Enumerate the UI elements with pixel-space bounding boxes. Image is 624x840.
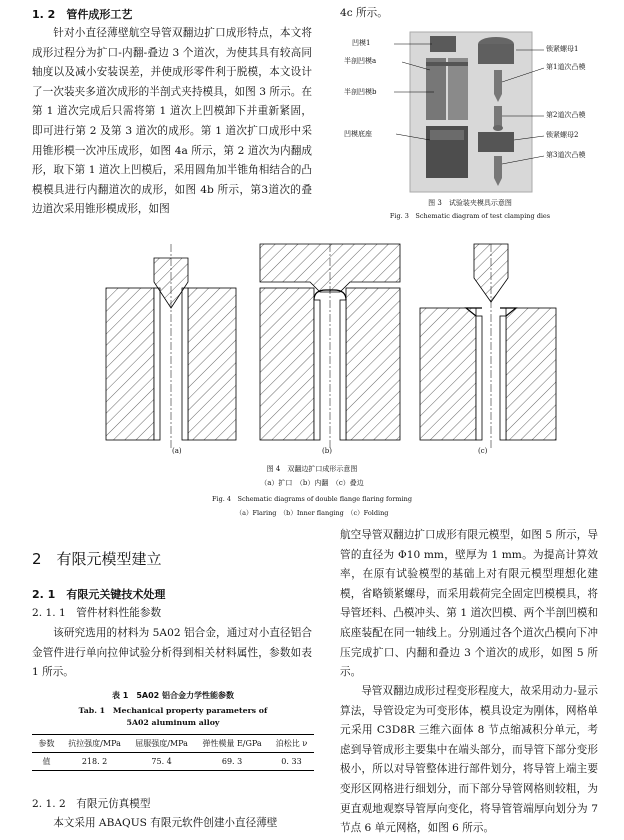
- section-heading-1-2: 1. 2 管件成形工艺: [32, 8, 133, 21]
- section-2-heading: 2 有限元模型建立: [32, 550, 162, 568]
- table-header-cell: 弹性模量 E/GPa: [202, 739, 262, 748]
- table-1-caption-cn: 表 1 5A02 铝合金力学性能参数: [111, 691, 235, 700]
- label-punch-3: 第3道次凸模: [546, 151, 586, 159]
- section-2-1-1-heading: 2. 1. 1 管件材料性能参数: [32, 607, 162, 619]
- figure-4: [100, 238, 560, 460]
- figure-4-caption-cn-sub: （a）扩口 （b）内翻 （c）叠边: [260, 479, 364, 487]
- section-2-1-heading: 2. 1 有限元关键技术处理: [32, 588, 166, 601]
- table-cell: 75. 4: [151, 757, 172, 766]
- subfigure-label-a: (a): [172, 447, 182, 455]
- subfigure-label-c: (c): [478, 447, 488, 455]
- table-cell: 218. 2: [81, 757, 108, 766]
- figure-4-caption-en-sub: （a）Flaring （b）Inner flanging （c）Folding: [235, 509, 389, 517]
- section-1-2-continuation: 4c 所示。: [340, 7, 388, 19]
- table-1-caption-en-line-2: 5A02 aluminum alloy: [126, 718, 220, 727]
- figure-4-caption-cn: 图 4 双翻边扩口成形示意图: [266, 465, 358, 473]
- table-header-cell: 泊松比 ν: [275, 739, 308, 748]
- table-header-row: [32, 735, 314, 753]
- section-2-1-2-paragraph: 本文采用 ABAQUS 有限元软件创建小直径薄壁: [53, 817, 278, 829]
- table-1-caption-en-line-1: Tab. 1 Mechanical property parameters of: [78, 706, 268, 715]
- section-2-1-1-paragraph: 该研究选用的材料为 5A02 铝合金，通过对小直径铝合金管件进行单向拉伸试验分析得到相关材料属性，参数如表 1 所示。: [32, 627, 312, 679]
- right-column-paragraph-2: 导管双翻边成形过程变形程度大，故采用动力-显示算法，导管设定为可变形体，模具设定为刚体，网格单元采用 C3D8R 三维六面体 8 节点缩减积分单元，考虑到导管成形主要集中在端头部分，而导管下部分变形极小，所以对导管整体进行部件划分，将导管上端主要变形区网格进行细划分，而下部分导管网格则较粗，为更直观地观察导管厚向变化，将导管管端厚向划分为 7 节点 6 单元网格，如图 6 所示。: [340, 685, 598, 835]
- right-column-paragraph-1: 航空导管双翻边扩口成形有限元模型，如图 5 所示，导管的直径为 Φ10 mm，壁厚为 1 mm。为提高计算效率，在原有试验模型的基础上对有限元模型理想化建模，省略锁紧螺母，而采用载荷完全固定凹模模具，将导管坯料、凸模冲头、第 1 道次凹模、两个半剖凹模和底座装配在同一轴线上。分别通过各个道次凸模向下冲压完成扩口、内翻和叠边 3 个道次的成形，如图 5 所示。: [340, 529, 598, 679]
- table-cell: 值: [42, 757, 51, 766]
- schematic-b-inner-flanging: [260, 244, 400, 448]
- section-1-2-paragraph: 针对小直径薄壁航空导管双翻边扩口成形特点，本文将成形过程分为扩口-内翻-叠边 3 个道次，为使其具有较高同轴度以及减小安装误差，并使成形零件利于脱模，本文设计了一次装夹多道次成形的半剖式夹持模具，如图 3 所示。在第 1 道次完成后只需将第 1 道次上凹模卸下并重新紧固，即可进行第 2 及第 3 道次的成形。第 1 道次扩口成形中采用锥形模一次冲压成形，如图 4a 所示，第 2 道次为内翻成形，取下第 1 道次上凹模后，采用圆角加半锥角相结合的凸模模具进行内翻道次的成形，如图 4b 所示，第3道次的叠边道次采用锥形模成形，如图: [32, 27, 312, 216]
- label-punch-2: 第2道次凸模: [546, 111, 586, 119]
- label-die-base: 凹模底座: [344, 130, 372, 138]
- label-lock-nut-1: 锁紧螺母1: [546, 45, 579, 53]
- flaring-schematic-diagrams: [100, 238, 560, 460]
- section-2-1-2-heading: 2. 1. 2 有限元仿真模型: [32, 798, 151, 810]
- table-header-cell: 参数: [38, 739, 55, 748]
- label-punch-1: 第1道次凸模: [546, 63, 586, 71]
- label-half-die-a: 半剖凹模a: [344, 57, 377, 65]
- table-row: [32, 753, 314, 771]
- label-lock-nut-2: 锁紧螺母2: [546, 131, 579, 139]
- figure-3-caption-en: Fig. 3 Schematic diagram of test clamping dies: [389, 212, 551, 220]
- figure-4-caption-en: Fig. 4 Schematic diagrams of double flange flaring forming: [212, 495, 412, 503]
- label-half-die-b: 半剖凹模b: [344, 88, 377, 96]
- table-cell: 69. 3: [221, 757, 243, 766]
- table-header-cell: 屈服强度/MPa: [135, 739, 188, 748]
- material-properties-table: [32, 734, 314, 771]
- table-header-cell: 抗拉强度/MPa: [68, 739, 121, 748]
- subfigure-label-b: (b): [322, 447, 332, 455]
- figure-3-caption-cn: 图 3 试验装夹模具示意图: [428, 199, 512, 207]
- table-cell: 0. 33: [281, 757, 302, 766]
- label-die-1: 凹模1: [352, 39, 371, 47]
- schematic-a-flaring: [106, 244, 236, 448]
- schematic-c-folding: [420, 244, 556, 448]
- figure-3: [344, 30, 614, 195]
